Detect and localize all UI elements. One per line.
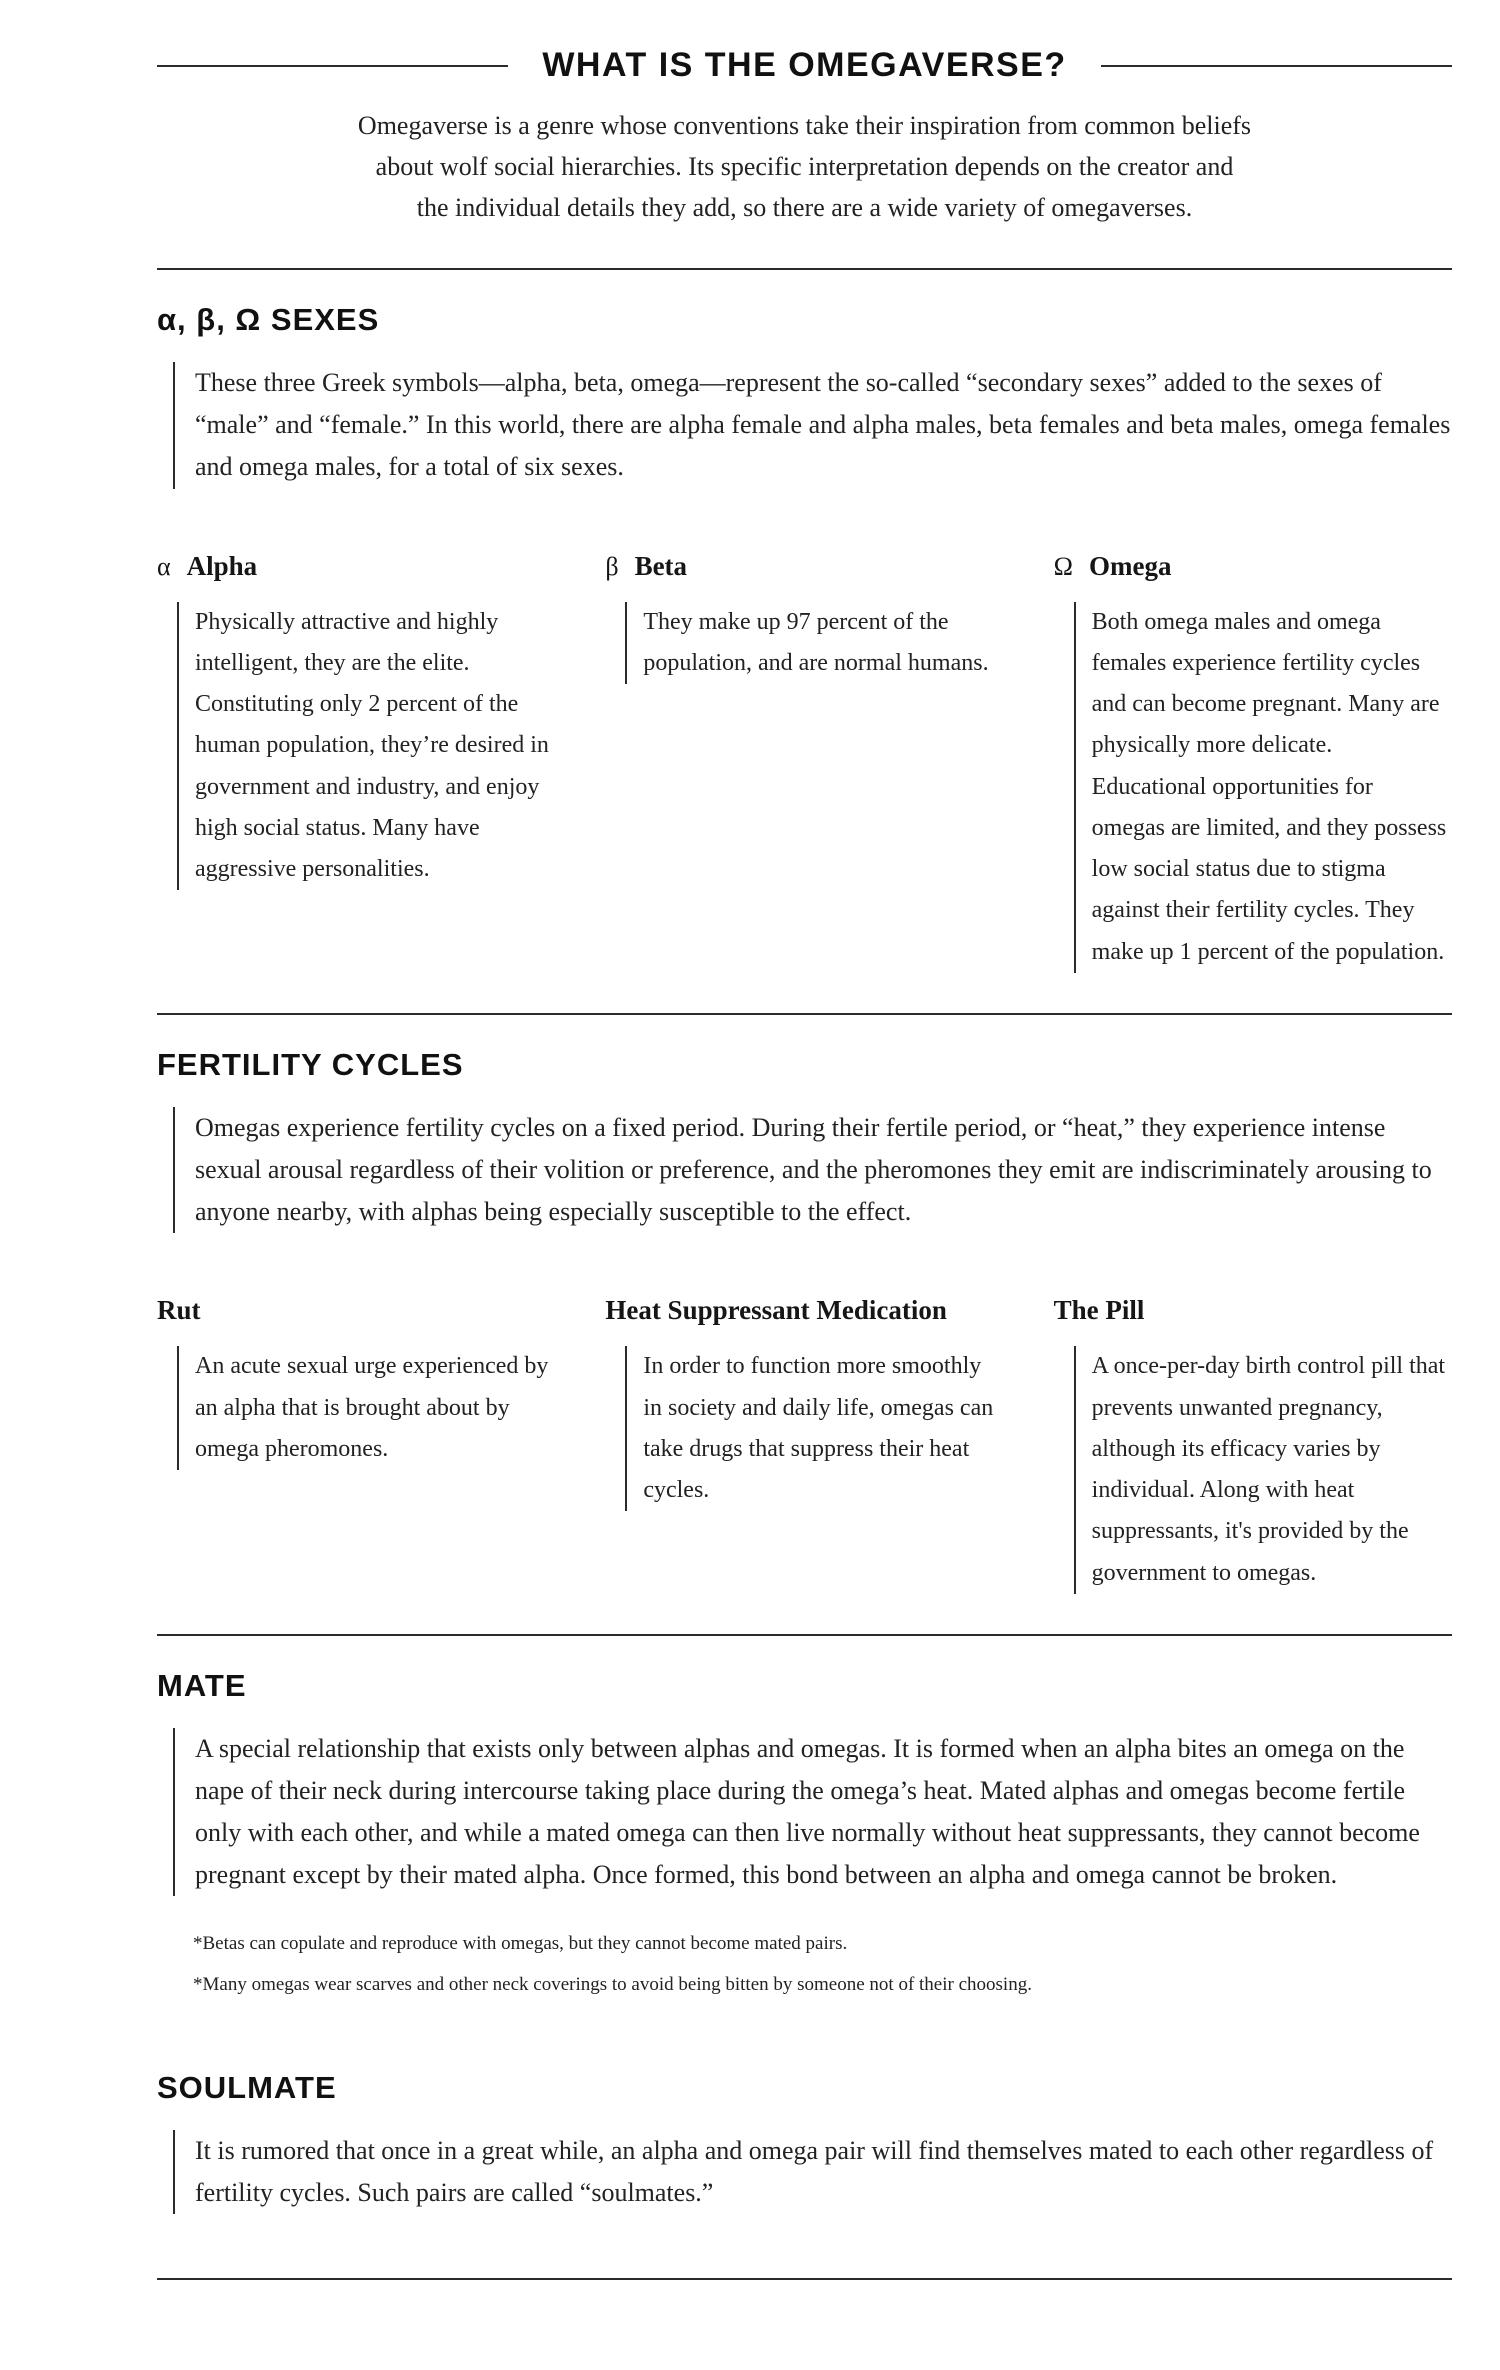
- fertility-body: Omegas experience fertility cycles on a fixed period. During their fertile period, or “heat,” they experience intense sexual arousal regardless of their volition or preference, and the pheromones they emit are indiscriminately arousing to anyone nearby, with alphas being especially susceptible to the effect.: [173, 1107, 1452, 1233]
- beta-title-label: Beta: [634, 550, 688, 581]
- title-row: [157, 46, 1452, 85]
- section-mate: [157, 1668, 1452, 2006]
- intro-line-1: Omegaverse is a genre whose conventions take their inspiration from common beliefs: [357, 111, 1252, 140]
- soulmate-heading: SOULMATE: [157, 2070, 337, 2105]
- column-omega: [1054, 551, 1452, 973]
- alpha-title-label: Alpha: [186, 550, 258, 581]
- column-beta: [605, 551, 1003, 685]
- sexes-body: These three Greek symbols—alpha, beta, omega—represent the so-called “secondary sexes” added to the sexes of “male” and “female.” In this world, there are alpha female and alpha males, beta females and beta males, omega females and omega males, for a total of six sexes.: [173, 362, 1452, 488]
- soulmate-body: It is rumored that once in a great while, an alpha and omega pair will find themselves mated to each other regardless of fertility cycles. Such pairs are called “soulmates.”: [173, 2130, 1452, 2214]
- rut-body: An acute sexual urge experienced by an alpha that is brought about by omega pheromones.: [177, 1346, 555, 1470]
- beta-symbol: β: [605, 551, 619, 581]
- footnote-scarves: *Many omegas wear scarves and other neck coverings to avoid being bitten by someone not of their choosing.: [193, 1974, 1032, 1996]
- section-soulmate: [157, 2070, 1452, 2214]
- sexes-columns: [157, 551, 1452, 973]
- section-sexes: [157, 302, 1452, 973]
- column-alpha: [157, 551, 555, 891]
- heat-suppressant-body: In order to function more smoothly in society and daily life, omegas can take drugs that suppress their heat cycles.: [625, 1346, 1003, 1511]
- omega-title: [1054, 551, 1452, 582]
- doc-header: [157, 46, 1452, 228]
- title-rule-left: [157, 65, 508, 67]
- page-title: WHAT IS THE OMEGAVERSE?: [542, 46, 1067, 84]
- alpha-title: [157, 551, 555, 582]
- fertility-heading: FERTILITY CYCLES: [157, 1046, 464, 1082]
- intro-line-2: about wolf social hierarchies. Its specific interpretation depends on the creator and: [375, 152, 1234, 182]
- the-pill-body: A once-per-day birth control pill that prevents unwanted pregnancy, although its efficacy varies by individual. Along with heat suppressants, it's provided by the government to omegas.: [1074, 1346, 1452, 1594]
- bottom-divider: [157, 2278, 1452, 2280]
- section-fertility-cycles: [157, 1047, 1452, 1594]
- section-divider: [157, 268, 1452, 270]
- sexes-heading: α, β, Ω SEXES: [157, 302, 380, 338]
- alpha-symbol: α: [157, 551, 171, 581]
- intro-text: [157, 105, 1452, 228]
- alpha-body: Physically attractive and highly intelligent, they are the elite. Constituting only 2 percent of the human population, they’re desired in government and industry, and enjoy high social status. Many have aggressive personalities.: [177, 602, 555, 891]
- the-pill-title: The Pill: [1053, 1295, 1145, 1326]
- omega-title-label: Omega: [1088, 550, 1172, 581]
- mate-heading: MATE: [157, 1667, 247, 1703]
- rut-title: Rut: [157, 1295, 201, 1326]
- mate-footnotes: [193, 1924, 1452, 2006]
- mate-body: A special relationship that exists only between alphas and omegas. It is formed when an alpha bites an omega on the nape of their neck during intercourse taking place during the omega’s heat. Mated alphas and omegas become fertile only with each other, and while a mated omega can then live normally without heat suppressants, they cannot become pregnant except by their mated alpha. Once formed, this bond between an alpha and omega cannot be broken.: [173, 1728, 1452, 1896]
- omega-symbol: Ω: [1053, 551, 1073, 581]
- section-divider: [157, 1634, 1452, 1636]
- footnote-betas: *Betas can copulate and reproduce with omegas, but they cannot become mated pairs.: [193, 1933, 848, 1955]
- section-divider: [157, 1013, 1452, 1015]
- omega-body: Both omega males and omega females experience fertility cycles and can become pregnant. Many are physically more delicate. Educational opportunities for omegas are limited, and they possess low social status due to stigma against their fertility cycles. They make up 1 percent of the population.: [1074, 602, 1452, 973]
- title-rule-right: [1101, 65, 1452, 67]
- fertility-columns: [157, 1295, 1452, 1594]
- heat-suppressant-title: Heat Suppressant Medication: [605, 1295, 947, 1326]
- beta-title: [605, 551, 1003, 582]
- beta-body: They make up 97 percent of the population, and are normal humans.: [625, 602, 1003, 685]
- column-the-pill: [1054, 1295, 1452, 1594]
- intro-line-3: the individual details they add, so there are a wide variety of omegaverses.: [416, 193, 1193, 223]
- column-rut: [157, 1295, 555, 1470]
- column-heat-suppressant: [605, 1295, 1003, 1511]
